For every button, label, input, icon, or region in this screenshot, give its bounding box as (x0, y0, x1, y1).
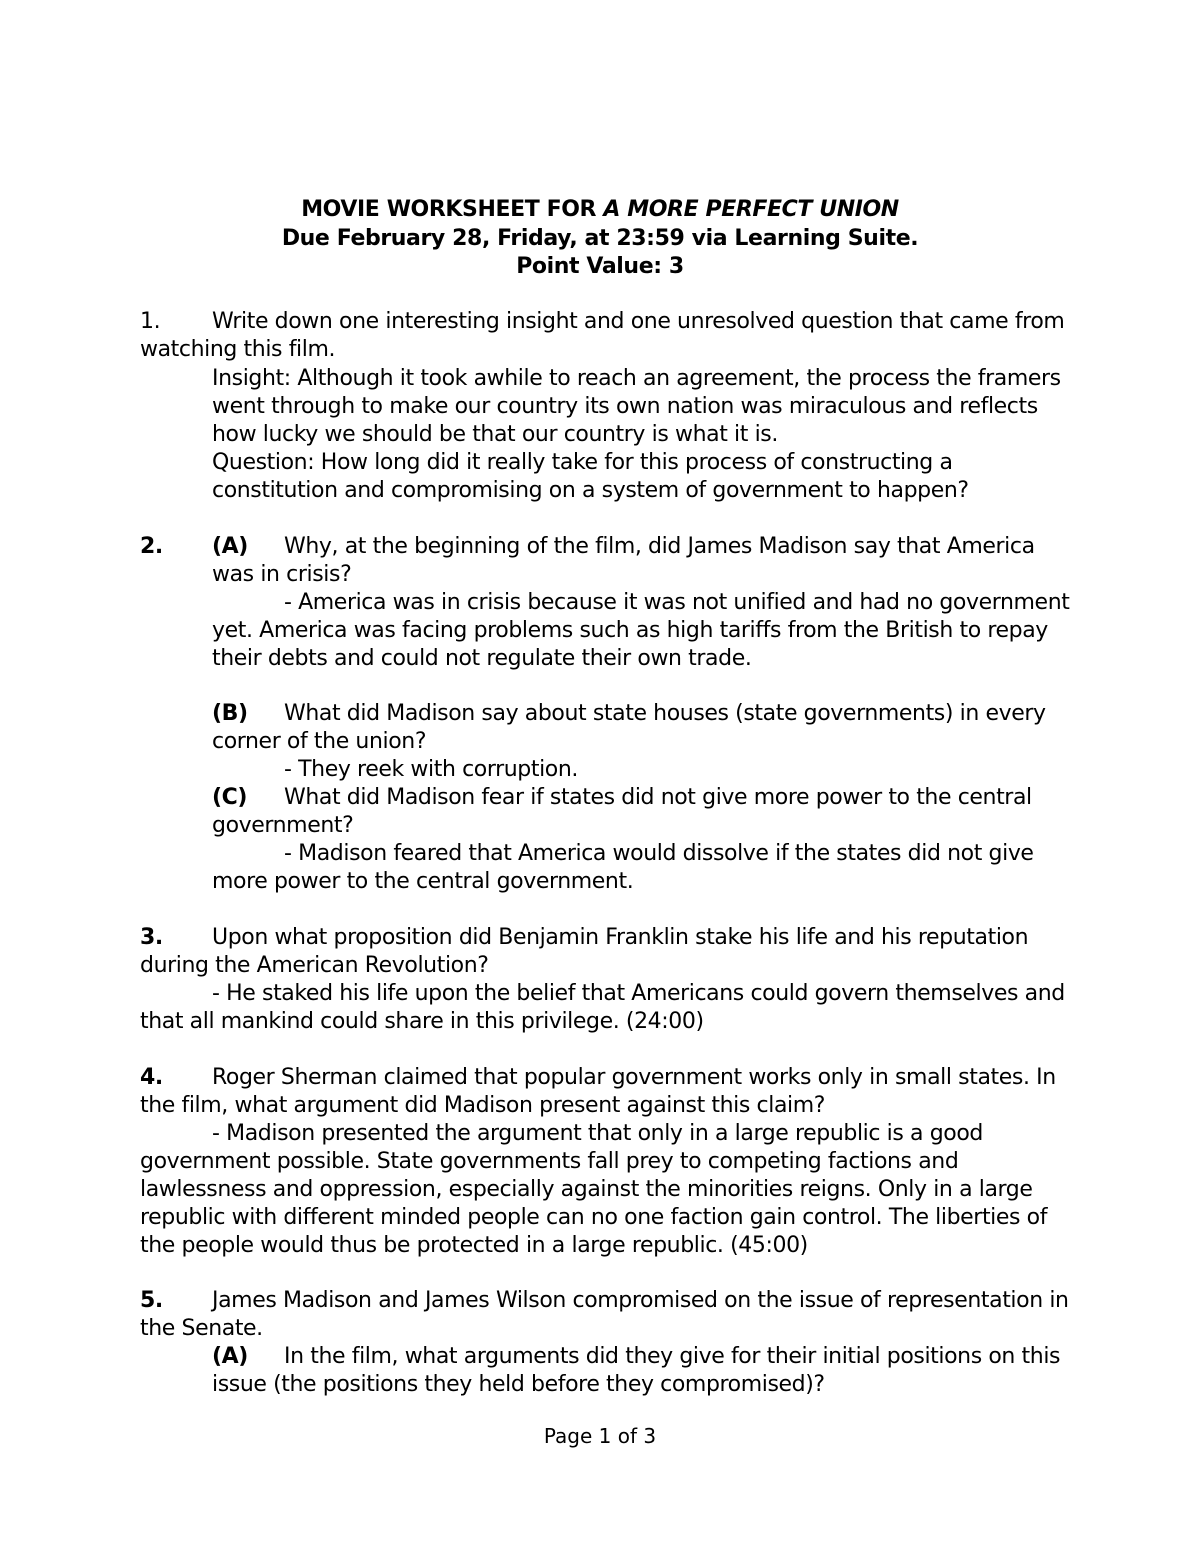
question-2c-text-line-2: government? (212, 813, 354, 838)
answer-2a-line-1: - America was in crisis because it was not unified and had no government (284, 590, 1070, 615)
question-3-text-line-1: Upon what proposition did Benjamin Franklin stake his life and his reputation (212, 925, 1029, 950)
answer-4-line-3: lawlessness and oppression, especially against the minorities reigns. Only in a large (140, 1177, 1033, 1202)
answer-3-line-1: - He staked his life upon the belief that Americans could govern themselves and (212, 981, 1065, 1006)
title-prefix: MOVIE WORKSHEET FOR (301, 197, 604, 222)
question-2a-text-line-2: was in crisis? (212, 562, 352, 587)
question-5a-text-line-2: issue (the positions they held before they compromised)? (212, 1372, 825, 1397)
answer-1-line-3: how lucky we should be that our country is what it is. (212, 422, 778, 447)
question-5-text-line-2: the Senate. (140, 1316, 263, 1341)
question-2b-label: (B) (212, 701, 248, 726)
question-1 (140, 308, 1064, 336)
worksheet-title (0, 196, 1200, 224)
question-2c (212, 784, 1032, 812)
answer-3-line-2: that all mankind could share in this privilege. (24:00) (140, 1009, 704, 1034)
question-2 (140, 533, 1035, 561)
question-3-text-line-2: during the American Revolution? (140, 953, 489, 978)
question-2c-label: (C) (212, 785, 248, 810)
answer-1-line-2: went through to make our country its own nation was miraculous and reflects (212, 394, 1038, 419)
question-1-text-line-2: watching this film. (140, 337, 336, 362)
question-5a-text-line-1: In the film, what arguments did they give for their initial positions on this (284, 1344, 1061, 1369)
answer-2a-line-2: yet. America was facing problems such as high tariffs from the British to repay (212, 618, 1048, 643)
question-2b (212, 700, 1046, 728)
question-1-text-line-1: Write down one interesting insight and one unresolved question that came from (212, 309, 1065, 334)
answer-1-line-1: Insight: Although it took awhile to reach an agreement, the process the framers (212, 366, 1061, 391)
answer-2c-line-2: more power to the central government. (212, 869, 634, 894)
page-number: Page 1 of 3 (543, 1424, 657, 1448)
question-2b-text-line-1: What did Madison say about state houses (state governments) in every (284, 701, 1046, 726)
question-4 (140, 1064, 1056, 1092)
answer-2a-line-3: their debts and could not regulate their own trade. (212, 646, 752, 671)
question-2a-label: (A) (212, 534, 248, 559)
question-5a-label: (A) (212, 1344, 248, 1369)
question-5-text-line-1: James Madison and James Wilson compromised on the issue of representation in (212, 1288, 1069, 1313)
answer-4-line-4: republic with different minded people can no one faction gain control. The liberties of (140, 1205, 1048, 1230)
answer-1-line-5: constitution and compromising on a system of government to happen? (212, 478, 969, 503)
movie-title: A MORE PERFECT UNION (603, 197, 899, 222)
answer-4-line-2: government possible. State governments fall prey to competing factions and (140, 1149, 959, 1174)
question-5a (212, 1343, 1060, 1371)
answer-2c-line-1: - Madison feared that America would dissolve if the states did not give (284, 841, 1034, 866)
question-5 (140, 1287, 1069, 1315)
due-date: Due February 28, Friday, at 23:59 via Learning Suite. (281, 226, 919, 251)
answer-4-line-5: the people would thus be protected in a large republic. (45:00) (140, 1233, 808, 1258)
question-4-text-line-2: the film, what argument did Madison present against this claim? (140, 1093, 826, 1118)
question-2c-text-line-1: What did Madison fear if states did not give more power to the central (284, 785, 1032, 810)
point-value: Point Value: 3 (516, 254, 684, 279)
question-2a-text-line-1: Why, at the beginning of the film, did James Madison say that America (284, 534, 1035, 559)
question-5-number: 5. (140, 1288, 163, 1313)
answer-1-line-4: Question: How long did it really take for this process of constructing a (212, 450, 953, 475)
question-3 (140, 924, 1028, 952)
answer-2b-line-1: - They reek with corruption. (284, 757, 578, 782)
answer-4-line-1: - Madison presented the argument that only in a large republic is a good (212, 1121, 983, 1146)
question-4-number: 4. (140, 1065, 163, 1090)
question-2b-text-line-2: corner of the union? (212, 729, 427, 754)
question-3-number: 3. (140, 925, 163, 950)
question-1-number: 1. (140, 309, 161, 334)
question-4-text-line-1: Roger Sherman claimed that popular government works only in small states. In (212, 1065, 1056, 1090)
question-2-number: 2. (140, 534, 163, 559)
